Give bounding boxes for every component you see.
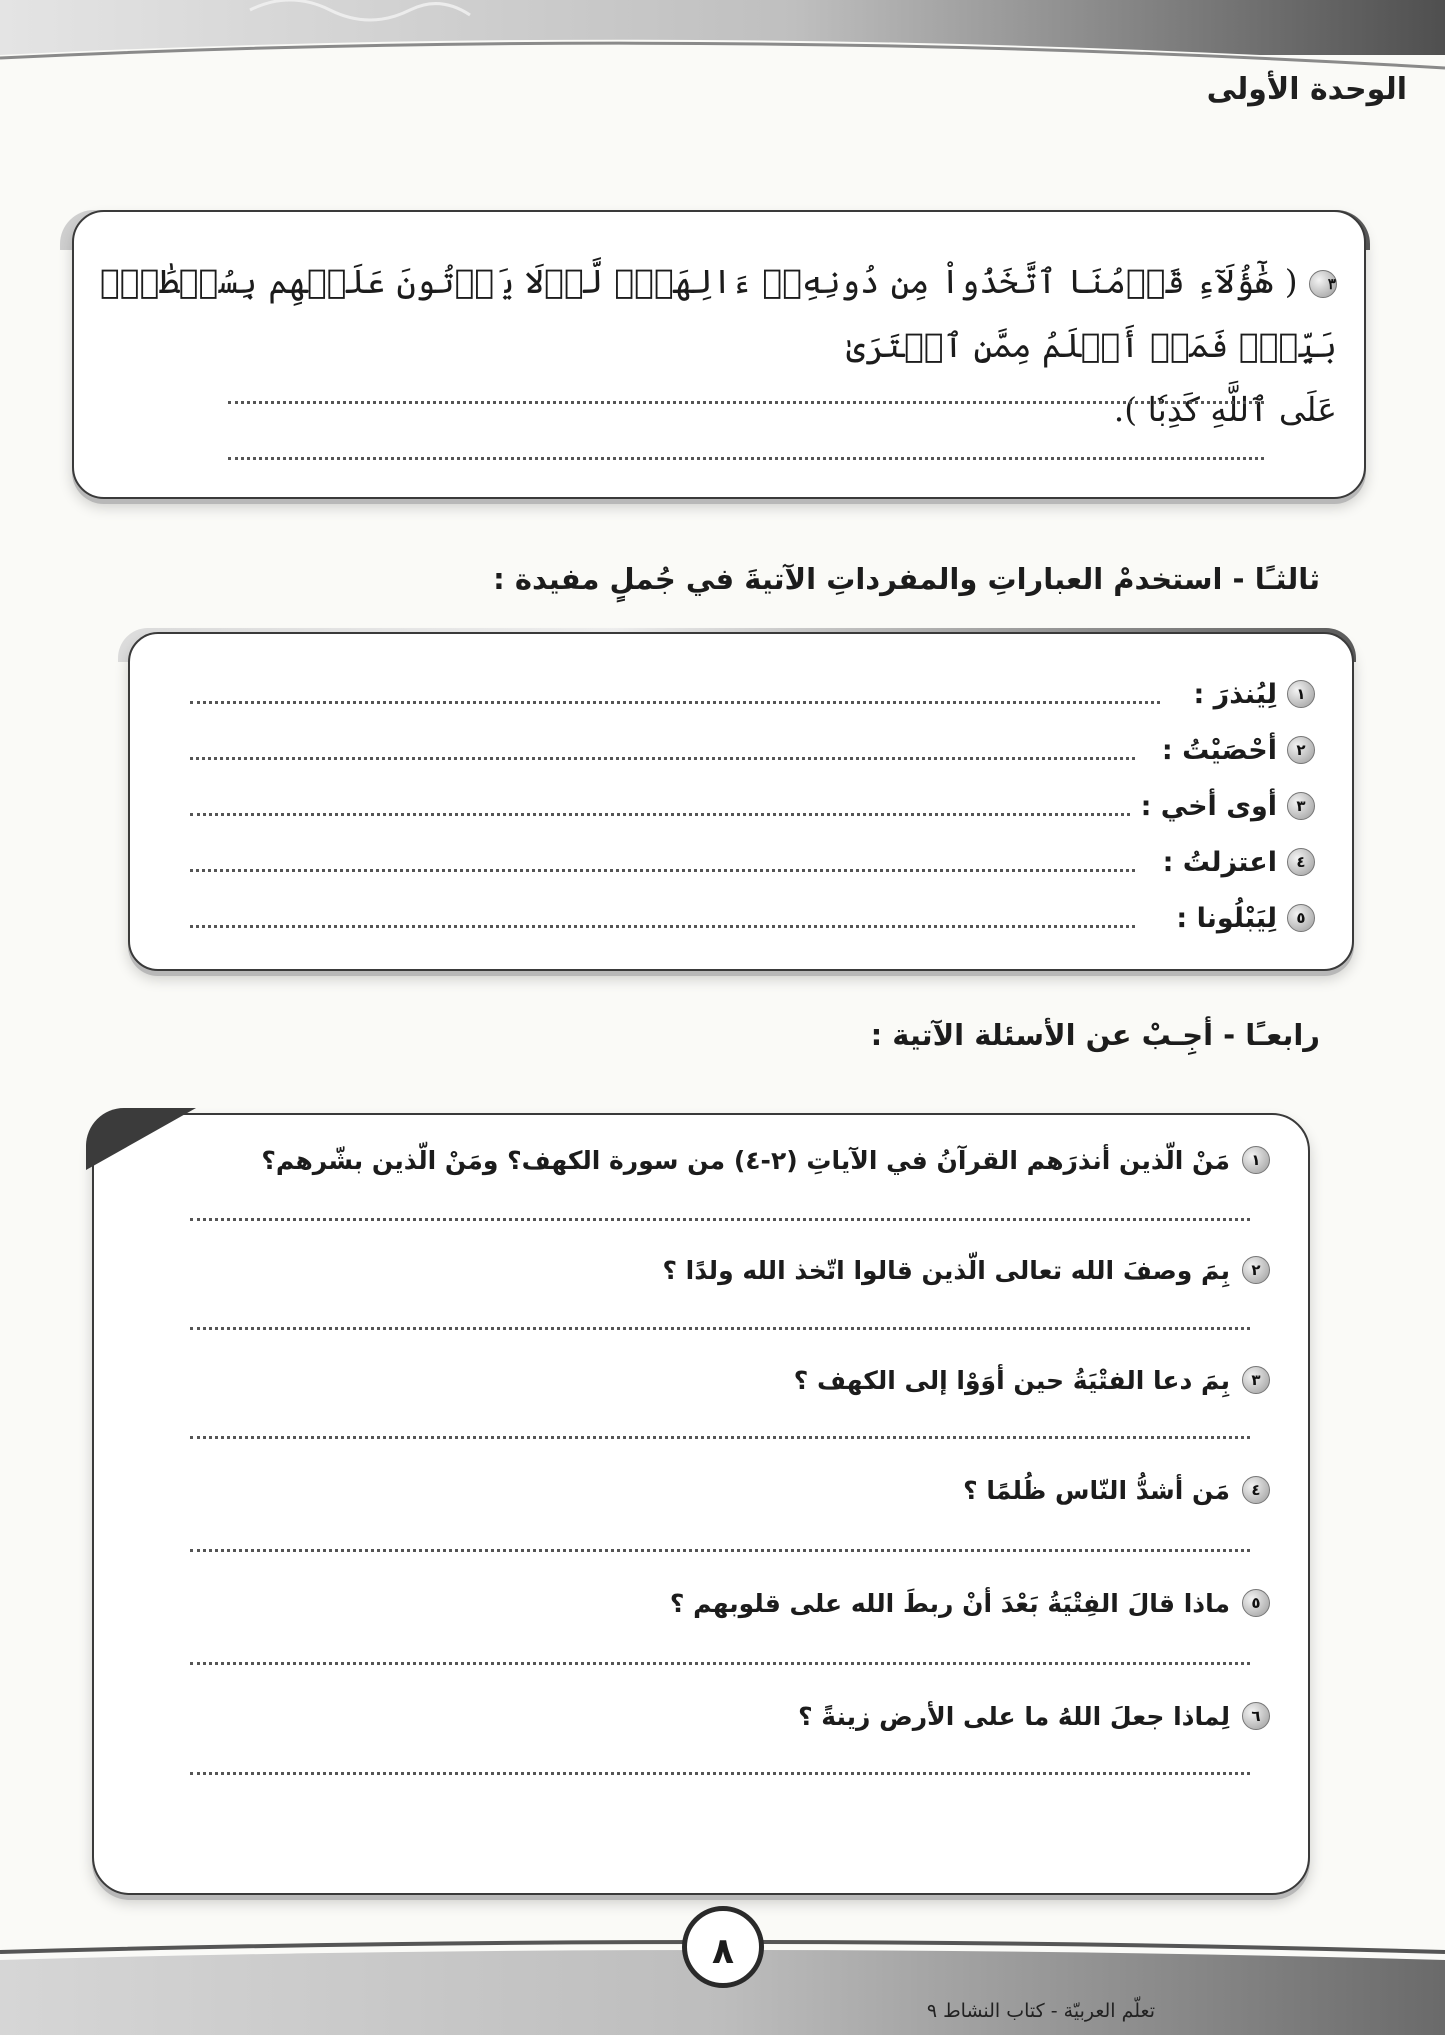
book-title: تعلّم العربيّة - كتاب النشاط ٩ — [926, 2000, 1155, 2022]
question-text: مَنْ الّذين أنذرَهم القرآنُ في الآياتِ (٢-٤) من سورة الكهف؟ ومَنْ الّذين بشّرهم؟ — [261, 1145, 1230, 1175]
question-number-badge: ٦ — [1242, 1702, 1270, 1730]
item-number-badge: ١ — [1287, 680, 1315, 708]
list-item — [1141, 786, 1315, 826]
question-number-badge: ٥ — [1242, 1589, 1270, 1617]
answer-line[interactable] — [190, 925, 1135, 928]
item-number-badge: ٣ — [1287, 792, 1315, 820]
question-number-badge: ٤ — [1242, 1476, 1270, 1504]
list-item — [1176, 898, 1315, 938]
answer-line[interactable] — [190, 701, 1160, 704]
list-item — [1163, 842, 1315, 882]
question-number-badge: ٢ — [1242, 1256, 1270, 1284]
answer-line[interactable] — [190, 1327, 1250, 1330]
question-number-badge: ٣ — [1242, 1366, 1270, 1394]
item-number-badge: ٢ — [1287, 736, 1315, 764]
list-item — [1162, 730, 1315, 770]
answer-line[interactable] — [190, 1436, 1250, 1439]
question-item — [798, 1696, 1270, 1736]
verse-line-1: ( هَٰٓؤُلَآءِ قَوۡمُنَا ٱتَّخَذُواْ مِن دُونِهِۦٓ ءَالِهَةٗۖ لَّوۡلَا يَأۡتُونَ عَلَيۡهِم بِسُلۡطَٰنِۭ بَيِّنٖۖ فَمَنۡ أَظۡلَمُ مِمَّنِ ٱفۡتَرَىٰ — [100, 262, 1337, 365]
question-item — [963, 1470, 1270, 1510]
question-text: لِماذا جعلَ اللهُ ما على الأرض زينةً ؟ — [798, 1701, 1230, 1731]
answer-line[interactable] — [190, 1772, 1250, 1775]
vocab-term: أوى أخي : — [1140, 790, 1277, 822]
vocab-term: لِيُنذرَ : — [1193, 678, 1277, 710]
question-text: بِمَ دعا الفتْيَةُ حين أوَوْا إلى الكهف ؟ — [793, 1365, 1230, 1395]
answer-line[interactable] — [190, 1549, 1250, 1552]
unit-title: الوحدة الأولى — [1206, 72, 1407, 107]
answer-line[interactable] — [190, 869, 1135, 872]
question-text: ماذا قالَ الفِتْيَةُ بَعْدَ أنْ ربطَ الله على قلوبهم ؟ — [669, 1588, 1230, 1618]
question-item — [794, 1360, 1270, 1400]
vocab-term: لِيَبْلُونا : — [1176, 902, 1277, 934]
answer-line[interactable] — [228, 457, 1264, 460]
question-text: مَن أشدُّ النّاس ظُلمًا ؟ — [963, 1475, 1230, 1505]
answer-line[interactable] — [190, 757, 1135, 760]
item-number-badge: ٤ — [1287, 848, 1315, 876]
vocab-term: اعتزلتُ : — [1162, 846, 1277, 878]
section-3-title: ثالثـًا - استخدمْ العباراتِ والمفرداتِ الآتيةَ في جُملٍ مفيدة : — [493, 562, 1320, 596]
verse-number-badge: ٣ — [1309, 270, 1337, 298]
answer-line[interactable] — [190, 1662, 1250, 1665]
list-item — [1193, 674, 1315, 714]
answer-line[interactable] — [228, 401, 1264, 404]
answer-line[interactable] — [190, 1218, 1250, 1221]
question-item — [662, 1250, 1270, 1290]
page-number: ٨ — [682, 1906, 764, 1988]
question-text: بِمَ وصفَ الله تعالى الّذين قالوا اتّخذ الله ولدًا ؟ — [662, 1255, 1230, 1285]
verse-text — [100, 250, 1337, 442]
question-item — [261, 1140, 1270, 1180]
question-number-badge: ١ — [1242, 1146, 1270, 1174]
section-4-title: رابعـًا - أجِـبْ عن الأسئلة الآتية : — [870, 1018, 1320, 1052]
question-item — [670, 1583, 1270, 1623]
item-number-badge: ٥ — [1287, 904, 1315, 932]
vocab-term: أحْصَيْتُ : — [1161, 734, 1277, 766]
answer-line[interactable] — [190, 813, 1130, 816]
verse-line-2: عَلَى ٱللَّهِ كَذِبٗا ). — [1113, 390, 1337, 429]
